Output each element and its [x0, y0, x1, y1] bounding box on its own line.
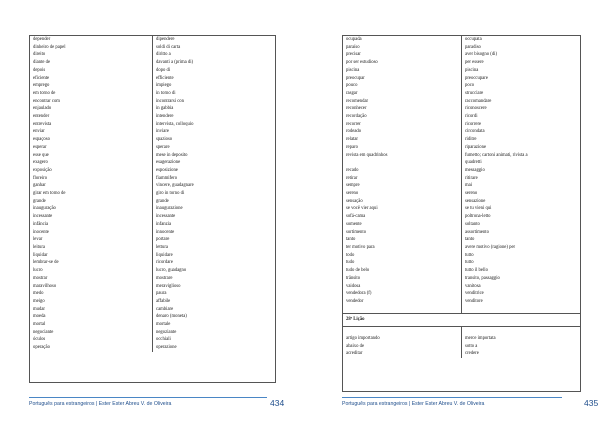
italian-term: quadretti	[465, 160, 482, 166]
italian-term: assortimento	[465, 229, 489, 235]
table-row	[30, 336, 275, 344]
table-row	[343, 59, 580, 67]
table-row	[30, 98, 275, 106]
italian-term: poco	[465, 83, 475, 89]
table-row	[343, 105, 580, 113]
portuguese-term: preocupar	[343, 75, 462, 83]
table-row	[30, 267, 275, 275]
portuguese-term: grande	[30, 198, 153, 206]
left-vocabulary-table	[29, 35, 276, 383]
table-row	[30, 198, 275, 206]
right-footer-rule	[342, 397, 562, 398]
italian-term: piscina	[465, 67, 479, 73]
table-row	[343, 343, 580, 351]
table-row	[30, 128, 275, 136]
lesson-heading-row	[343, 314, 580, 327]
italian-term: riconoscere	[465, 106, 487, 112]
table-row	[30, 283, 275, 291]
table-row	[30, 306, 275, 314]
table-row	[30, 221, 275, 229]
portuguese-term: acreditar	[343, 350, 462, 358]
table-row	[343, 44, 580, 52]
portuguese-term: moeda	[30, 313, 153, 321]
table-row	[343, 229, 580, 237]
portuguese-term: vendedora (f)	[343, 290, 462, 298]
portuguese-term: espaçoso	[30, 136, 153, 144]
lesson-heading: 28ª Lição	[343, 314, 580, 327]
table-row	[30, 290, 275, 298]
italian-term: impiego	[156, 83, 172, 89]
portuguese-term: lucro	[30, 267, 153, 275]
table-row	[30, 244, 275, 252]
table-row	[343, 252, 580, 260]
portuguese-term: vaidosa	[343, 283, 462, 291]
table-row	[343, 75, 580, 83]
portuguese-term: meigo	[30, 298, 153, 306]
italian-term: portare	[156, 237, 170, 243]
portuguese-term: revista em quadrinhos	[343, 152, 462, 160]
portuguese-term: depender	[30, 36, 153, 44]
italian-term: avere motivo (ragione) per	[465, 244, 516, 250]
portuguese-term: sensação	[343, 198, 462, 206]
spacer-row	[343, 306, 580, 314]
table-row	[343, 128, 580, 136]
table-row	[30, 136, 275, 144]
table-row	[343, 67, 580, 75]
portuguese-term: lembrar-se de	[30, 259, 153, 267]
italian-term: raccomandare	[465, 98, 492, 104]
italian-term: efficiente	[156, 75, 174, 81]
portuguese-term: levar	[30, 236, 153, 244]
italian-term: meraviglioso	[156, 283, 181, 289]
table-row	[30, 36, 275, 44]
table-row	[343, 182, 580, 190]
table-row	[30, 105, 275, 113]
italian-term: merce importata	[465, 335, 496, 341]
table-row	[30, 275, 275, 283]
table-row	[30, 44, 275, 52]
portuguese-term: ocupada	[343, 36, 462, 44]
italian-term: lettura	[156, 244, 168, 250]
table-row	[343, 283, 580, 291]
left-page-number: 434	[270, 398, 285, 408]
italian-term: operazione	[156, 345, 177, 351]
italian-term: poltrona-letto	[465, 214, 491, 220]
table-row	[30, 313, 275, 321]
table-row	[343, 221, 580, 229]
portuguese-term: tudo	[343, 259, 462, 267]
portuguese-term: inocente	[30, 229, 153, 237]
right-footer-text: Português para estrangeiros | Ester Ester Abreu V. de Oliveira	[342, 401, 485, 407]
portuguese-term: em torno de	[30, 90, 153, 98]
italian-term: mai	[465, 183, 473, 189]
italian-term: giro in torno di	[156, 191, 185, 197]
portuguese-term: leitura	[30, 244, 153, 252]
table-row	[30, 229, 275, 237]
portuguese-term: dinheiro de papel	[30, 44, 153, 52]
portuguese-term: mostrar	[30, 275, 153, 283]
portuguese-term: abaixo de	[343, 343, 462, 351]
portuguese-term: todo	[343, 252, 462, 260]
table-row	[343, 144, 580, 152]
portuguese-term: vendedor	[343, 298, 462, 306]
portuguese-term: medo	[30, 290, 153, 298]
table-row	[343, 244, 580, 252]
table-row	[343, 236, 580, 244]
table-row	[30, 59, 275, 67]
italian-term: affabile	[156, 298, 171, 304]
portuguese-term: incessante	[30, 213, 153, 221]
portuguese-term: se você vier aqui	[343, 205, 462, 213]
table-row	[343, 98, 580, 106]
italian-term: occhiali	[156, 337, 171, 343]
italian-term: soltanto	[465, 221, 480, 227]
portuguese-term: entrevista	[30, 121, 153, 129]
italian-term: riparazione	[465, 144, 487, 150]
portuguese-term: liquidar	[30, 252, 153, 260]
table-row	[343, 51, 580, 59]
italian-term: messaggio	[465, 167, 485, 173]
italian-term: se tu vieni qui	[465, 206, 492, 212]
italian-term: tutto	[465, 252, 474, 258]
portuguese-term: artigo importando	[343, 335, 462, 343]
italian-term: in torno di	[156, 90, 176, 96]
portuguese-term: tudo de belo	[343, 267, 462, 275]
portuguese-term: retirar	[343, 175, 462, 183]
table-row	[30, 51, 275, 59]
portuguese-term: enviar	[30, 128, 153, 136]
left-footer-text: Português para estrangeiros | Ester Ester Abreu V. de Oliveira	[29, 401, 172, 407]
table-row	[343, 167, 580, 175]
portuguese-term: direito	[30, 51, 153, 59]
italian-term: transito, passaggio	[465, 275, 500, 281]
table-row	[343, 190, 580, 198]
table-row	[30, 121, 275, 129]
table-row	[343, 159, 580, 167]
portuguese-term: sereno	[343, 190, 462, 198]
italian-term: ritirare	[465, 175, 478, 181]
portuguese-term: mudar	[30, 306, 153, 314]
table-row	[343, 136, 580, 144]
portuguese-term: pouco	[343, 82, 462, 90]
table-row	[30, 321, 275, 329]
table-row	[343, 350, 580, 358]
portuguese-term: óculos	[30, 336, 153, 344]
table-row	[343, 259, 580, 267]
italian-term: spazioso	[156, 137, 173, 143]
italian-term: grande	[156, 198, 169, 204]
italian-term: sensazione	[465, 198, 486, 204]
italian-term: ricordare	[156, 260, 173, 266]
table-row	[30, 67, 275, 75]
table-row	[343, 275, 580, 283]
italian-term: lucro, guadagno	[156, 268, 187, 274]
spacer-row	[343, 327, 580, 335]
portuguese-term: infância	[30, 221, 153, 229]
table-row	[30, 259, 275, 267]
left-footer-rule	[29, 397, 267, 398]
italian-term: occupata	[465, 37, 482, 42]
portuguese-term	[343, 159, 462, 167]
italian-term: venditrice	[465, 291, 484, 297]
right-page-number: 435	[584, 398, 599, 408]
table-row	[343, 290, 580, 298]
table-row	[30, 75, 275, 83]
portuguese-term: recorrer	[343, 121, 462, 129]
italian-term: aver bisogno (di)	[465, 52, 498, 58]
table-row	[30, 113, 275, 121]
italian-term: preoccupare	[465, 75, 488, 81]
italian-term: diritto a	[156, 52, 171, 58]
table-row	[343, 198, 580, 206]
portuguese-term: operação	[30, 344, 153, 352]
portuguese-term: mortal	[30, 321, 153, 329]
italian-term: mese in deposito	[156, 152, 188, 158]
italian-term: fiammifero	[156, 175, 178, 181]
table-row	[30, 182, 275, 190]
table-row	[343, 82, 580, 90]
italian-term: per essere	[465, 60, 484, 66]
table-row	[30, 90, 275, 98]
portuguese-term: rasgar	[343, 90, 462, 98]
table-row	[30, 329, 275, 337]
italian-term: mortale	[156, 322, 171, 328]
italian-term: sperare	[156, 144, 170, 150]
portuguese-term: exposição	[30, 167, 153, 175]
italian-term: cambiare	[156, 306, 174, 312]
table-row	[343, 175, 580, 183]
table-row	[30, 252, 275, 260]
table-row	[343, 36, 580, 44]
portuguese-term: recordação	[343, 113, 462, 121]
italian-term: esposizione	[156, 167, 178, 173]
italian-term: incessante	[156, 214, 176, 220]
italian-term: intendere	[156, 114, 174, 120]
italian-term: incontrarsi con	[156, 98, 184, 104]
portuguese-term: encontrar com	[30, 98, 153, 106]
italian-term: tutto	[465, 260, 474, 266]
portuguese-term: paraíso	[343, 44, 462, 52]
portuguese-term: diante de	[30, 59, 153, 67]
table-row	[343, 213, 580, 221]
portuguese-term: reconhecer	[343, 105, 462, 113]
portuguese-term: esperar	[30, 144, 153, 152]
italian-term: innocente	[156, 229, 175, 235]
table-row	[343, 152, 580, 160]
table-row	[30, 213, 275, 221]
right-table-body	[343, 36, 580, 358]
italian-term: intervista, colloquio	[156, 121, 194, 127]
table-row	[343, 205, 580, 213]
table-row	[30, 167, 275, 175]
table-row	[30, 205, 275, 213]
italian-term: paradiso	[465, 44, 481, 50]
portuguese-term: trânsito	[343, 275, 462, 283]
table-row	[343, 121, 580, 129]
portuguese-term: sempre	[343, 182, 462, 190]
portuguese-term: sofá-cama	[343, 213, 462, 221]
italian-term: liquidare	[156, 252, 173, 258]
italian-term: in gabbia	[156, 106, 174, 112]
right-vocabulary-table	[342, 35, 581, 392]
portuguese-term: sortimento	[343, 229, 462, 237]
portuguese-term: eficiente	[30, 75, 153, 83]
italian-term: circondata	[465, 129, 485, 135]
italian-term: riditre	[465, 137, 477, 143]
portuguese-term: por ser estudioso	[343, 59, 462, 67]
italian-term: vincere, guadagnare	[156, 183, 194, 189]
table-row	[343, 335, 580, 343]
table-row	[30, 144, 275, 152]
portuguese-term: negociante	[30, 329, 153, 337]
table-row	[30, 175, 275, 183]
left-table-body	[30, 36, 275, 352]
portuguese-term: inauguração	[30, 205, 153, 213]
table-row	[30, 298, 275, 306]
table-row	[30, 82, 275, 90]
italian-term: esagerazione	[156, 160, 181, 166]
table-row	[30, 190, 275, 198]
italian-term: sotto a	[465, 343, 478, 349]
italian-term: dipendere	[156, 37, 175, 42]
table-row	[30, 152, 275, 160]
portuguese-term: exagero	[30, 159, 153, 167]
italian-term: tanto	[465, 237, 475, 243]
italian-term: dopo di	[156, 67, 171, 73]
table-row	[30, 344, 275, 352]
italian-term: vanitosa	[465, 283, 481, 289]
portuguese-term: piscina	[343, 67, 462, 75]
portuguese-term: recado	[343, 167, 462, 175]
italian-term: negoziante	[156, 329, 177, 335]
italian-term: inaugurazione	[156, 206, 183, 212]
portuguese-term: ter motivo para	[343, 244, 462, 252]
table-row	[343, 90, 580, 98]
italian-term: fumetto; cartoni animati, rivista a	[465, 152, 528, 158]
portuguese-term: entender	[30, 113, 153, 121]
portuguese-term: esse que	[30, 152, 153, 160]
portuguese-term: emprego	[30, 82, 153, 90]
italian-term: davanti a (prima di)	[156, 60, 194, 66]
portuguese-term: somente	[343, 221, 462, 229]
table-row	[343, 267, 580, 275]
italian-term: soldi di carta	[156, 44, 181, 50]
italian-term: mostrare	[156, 275, 173, 281]
portuguese-term: rodeado	[343, 128, 462, 136]
italian-term: inviare	[156, 129, 170, 135]
table-row	[30, 236, 275, 244]
portuguese-term: recomendar	[343, 98, 462, 106]
italian-term: paura	[156, 291, 167, 297]
table-row	[343, 298, 580, 306]
italian-term: credere	[465, 351, 479, 357]
portuguese-term: floreiro	[30, 175, 153, 183]
italian-term: tutto il bello	[465, 268, 488, 274]
italian-term: ricordi	[465, 114, 478, 120]
italian-term: strucciare	[465, 90, 484, 96]
portuguese-term: tanto	[343, 236, 462, 244]
portuguese-term: relatar	[343, 136, 462, 144]
portuguese-term: girar em torno de	[30, 190, 153, 198]
portuguese-term: ganhar	[30, 182, 153, 190]
portuguese-term: maravilhoso	[30, 283, 153, 291]
italian-term: infanzia	[156, 221, 172, 227]
table-row	[343, 113, 580, 121]
table-row	[30, 159, 275, 167]
portuguese-term: reparo	[343, 144, 462, 152]
portuguese-term: precisar	[343, 51, 462, 59]
italian-term: sereno	[465, 191, 478, 197]
italian-term: venditore	[465, 298, 483, 304]
italian-term: ricorrere	[465, 121, 482, 127]
portuguese-term: depois	[30, 67, 153, 75]
portuguese-term: enjaulado	[30, 105, 153, 113]
italian-term: denaro (moneta)	[156, 314, 187, 320]
